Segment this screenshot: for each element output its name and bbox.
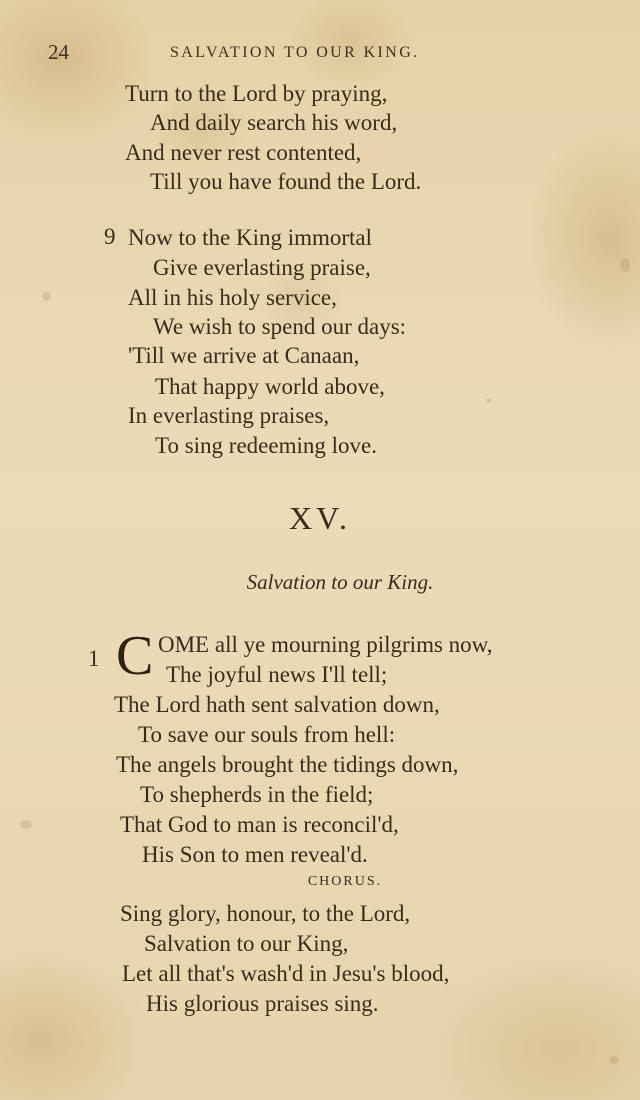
stain-spot <box>42 292 51 301</box>
running-title: SALVATION TO OUR KING. <box>170 44 420 61</box>
verse-line: Turn to the Lord by praying, <box>125 81 388 106</box>
verse-line: The angels brought the tidings down, <box>116 752 459 777</box>
stain-spot <box>620 258 630 272</box>
verse-line: Give everlasting praise, <box>153 255 371 280</box>
verse-line: To save our souls from hell: <box>138 722 396 747</box>
chorus-line: Salvation to our King, <box>144 931 349 956</box>
verse-line: OME all ye mourning pilgrims now, <box>158 632 493 657</box>
chorus-line: Let all that's wash'd in Jesu's blood, <box>122 961 450 986</box>
verse-line: And daily search his word, <box>150 110 398 135</box>
page-number: 24 <box>48 40 69 64</box>
chorus-line: Sing glory, honour, to the Lord, <box>120 901 411 926</box>
hymn-title: Salvation to our King. <box>246 570 434 594</box>
verse-line: The joyful news I'll tell; <box>166 662 388 687</box>
verse-line: That happy world above, <box>155 374 385 399</box>
verse-line: Now to the King immortal <box>128 225 373 250</box>
stain-spot <box>20 820 32 829</box>
stain-spot <box>610 1056 619 1064</box>
verse-line: To sing redeeming love. <box>155 433 377 458</box>
verse-number: 9 <box>104 224 116 249</box>
verse-line: We wish to spend our days: <box>153 314 407 339</box>
verse-line: And never rest contented, <box>125 140 362 165</box>
chorus-label: CHORUS. <box>307 874 383 889</box>
drop-cap: C <box>116 625 154 687</box>
verse-line: His Son to men reveal'd. <box>142 842 368 867</box>
verse-line: The Lord hath sent salvation down, <box>114 692 440 717</box>
hymn-number: XV. <box>288 500 352 536</box>
verse-line: That God to man is reconcil'd, <box>120 812 399 837</box>
verse-line: Till you have found the Lord. <box>150 169 422 194</box>
chorus-line: His glorious praises sing. <box>146 991 379 1016</box>
verse-line: To shepherds in the field; <box>140 782 374 807</box>
stain-spot <box>486 398 491 403</box>
verse-line: 'Till we arrive at Canaan, <box>128 343 360 368</box>
verse-line: All in his holy service, <box>128 285 337 310</box>
verse-number: 1 <box>88 646 100 671</box>
verse-line: In everlasting praises, <box>128 403 330 428</box>
